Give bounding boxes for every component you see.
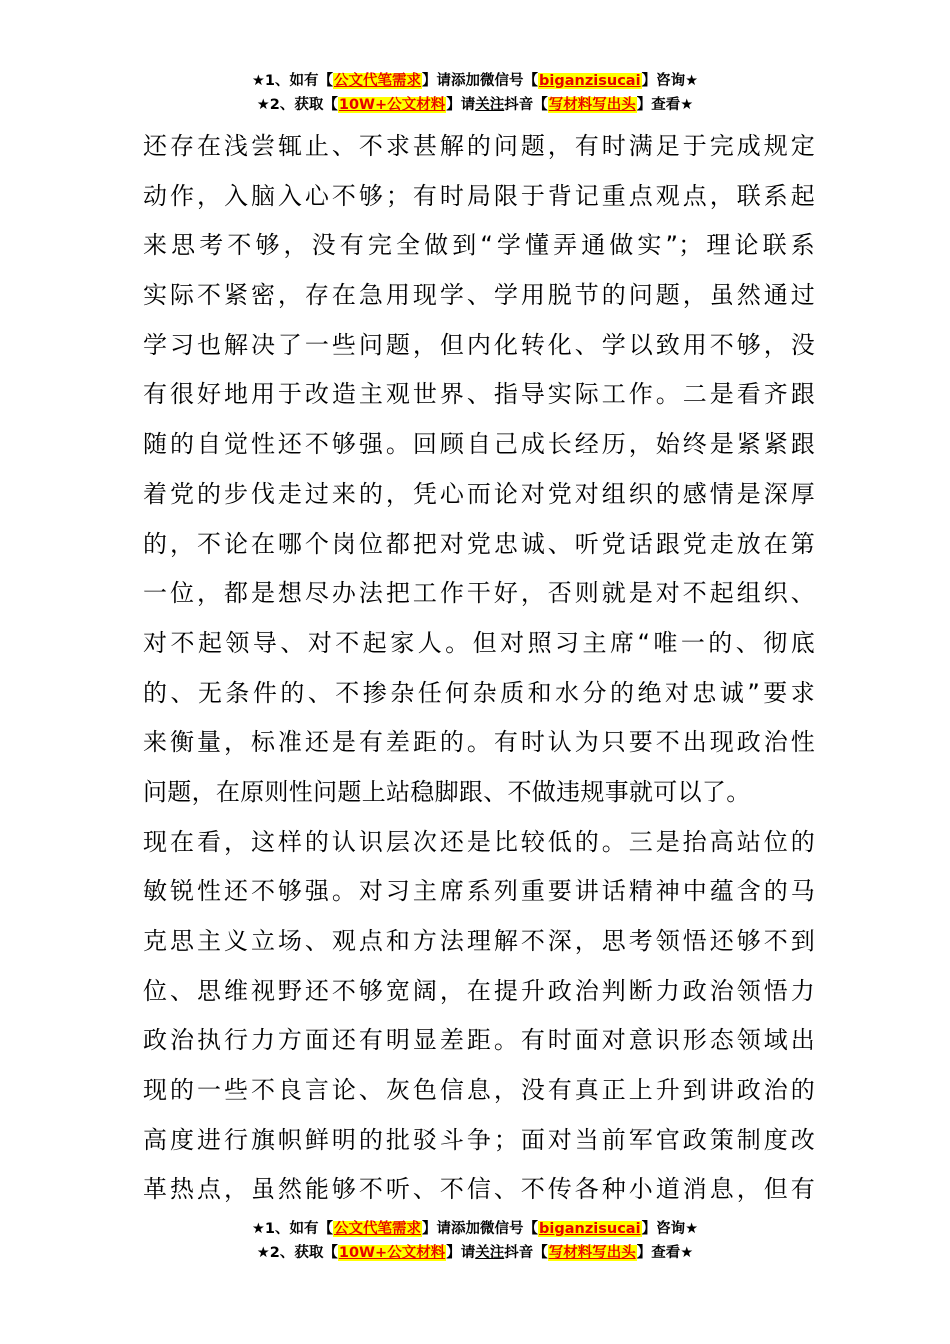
- footer-banner: [0, 1218, 950, 1266]
- header-line-2: [0, 94, 950, 118]
- body-line: 的，不论在哪个岗位都把对党忠诚、听党话跟党走放在第: [143, 529, 815, 558]
- header-line-1-end: 】咨询★: [641, 73, 699, 89]
- footer-line-2-prefix: ★2、获取【: [256, 1245, 338, 1261]
- footer-line-1-prefix: ★1、如有【: [251, 1221, 334, 1237]
- body-line: 革热点，虽然能够不听、不信、不传各种小道消息，但有: [143, 1175, 815, 1204]
- body-line: 的、无条件的、不掺杂任何杂质和水分的绝对忠诚”要求: [143, 678, 815, 707]
- body-line: 学习也解决了一些问题，但内化转化、学以致用不够，没: [143, 330, 815, 359]
- document-body: [143, 122, 815, 1215]
- body-line: 随的自觉性还不够强。回顾自己成长经历，始终是紧紧跟: [143, 430, 815, 459]
- body-line: 现的一些不良言论、灰色信息，没有真正上升到讲政治的: [143, 1076, 815, 1105]
- header-line-2-end: 】查看★: [636, 97, 694, 113]
- body-line: 还存在浅尝辄止、不求甚解的问题，有时满足于完成规定: [143, 132, 815, 160]
- highlight-wechat-id: biganzisucai: [539, 73, 641, 89]
- footer-line-1-strong: 添加: [451, 1221, 481, 1237]
- header-line-2-underlined: 关注: [475, 97, 505, 113]
- header-line-2-mid1: 】请: [446, 97, 476, 113]
- highlight-wechat-id: biganzisucai: [539, 1221, 641, 1237]
- header-line-1-mid1: 】请: [422, 73, 452, 89]
- header-line-1-prefix: ★1、如有【: [251, 73, 334, 89]
- body-line: 着党的步伐走过来的，凭心而论对党对组织的感情是深厚: [143, 479, 815, 508]
- body-line: 有很好地用于改造主观世界、指导实际工作。二是看齐跟: [143, 380, 815, 409]
- header-line-1-strong: 添加: [451, 73, 481, 89]
- footer-line-2-end: 】查看★: [636, 1245, 694, 1261]
- footer-line-2-mid2: 抖音【: [504, 1245, 548, 1261]
- body-line: 敏锐性还不够强。对习主席系列重要讲话精神中蕴含的马: [143, 877, 815, 906]
- body-line: 政治执行力方面还有明显差距。有时面对意识形态领域出: [143, 1026, 815, 1055]
- highlight-ghostwriting: 公文代笔需求: [334, 1221, 422, 1237]
- highlight-ghostwriting: 公文代笔需求: [334, 73, 422, 89]
- highlight-douyin-account: 写材料写出头: [548, 97, 636, 113]
- body-line: 来衡量，标准还是有差距的。有时认为只要不出现政治性: [143, 728, 815, 757]
- header-line-2-prefix: ★2、获取【: [256, 97, 338, 113]
- highlight-materials: 10W+公文材料: [338, 1245, 446, 1261]
- body-line: 一位，都是想尽办法把工作干好，否则就是对不起组织、: [143, 579, 815, 608]
- footer-line-2-mid1: 】请: [446, 1245, 476, 1261]
- body-line: 问题，在原则性问题上站稳脚跟、不做违规事就可以了。: [143, 777, 751, 806]
- footer-line-1-mid1: 】请: [422, 1221, 452, 1237]
- body-line: 动作，入脑入心不够；有时局限于背记重点观点，联系起: [143, 181, 815, 210]
- body-line: 来思考不够，没有完全做到“学懂弄通做实”；理论联系: [143, 231, 815, 260]
- body-line: 对不起领导、对不起家人。但对照习主席“唯一的、彻底: [143, 628, 815, 657]
- header-line-1: [0, 70, 950, 94]
- footer-line-2: [0, 1242, 950, 1266]
- footer-line-1-mid2: 微信号【: [480, 1221, 539, 1237]
- body-line: 实际不紧密，存在急用现学、学用脱节的问题，虽然通过: [143, 281, 815, 310]
- body-line: 克思主义立场、观点和方法理解不深，思考领悟还够不到: [143, 927, 815, 955]
- body-line: 位、思维视野还不够宽阔，在提升政治判断力政治领悟力: [143, 976, 815, 1005]
- header-line-1-mid2: 微信号【: [480, 73, 539, 89]
- highlight-douyin-account: 写材料写出头: [548, 1245, 636, 1261]
- body-line: 高度进行旗帜鲜明的批驳斗争；面对当前军官政策制度改: [143, 1125, 815, 1154]
- header-banner: [0, 70, 950, 118]
- highlight-materials: 10W+公文材料: [338, 97, 446, 113]
- footer-line-1: [0, 1218, 950, 1242]
- body-line: 现在看，这样的认识层次还是比较低的。三是抬高站位的: [143, 827, 815, 856]
- footer-line-1-end: 】咨询★: [641, 1221, 699, 1237]
- footer-line-2-underlined: 关注: [475, 1245, 505, 1261]
- header-line-2-mid2: 抖音【: [504, 97, 548, 113]
